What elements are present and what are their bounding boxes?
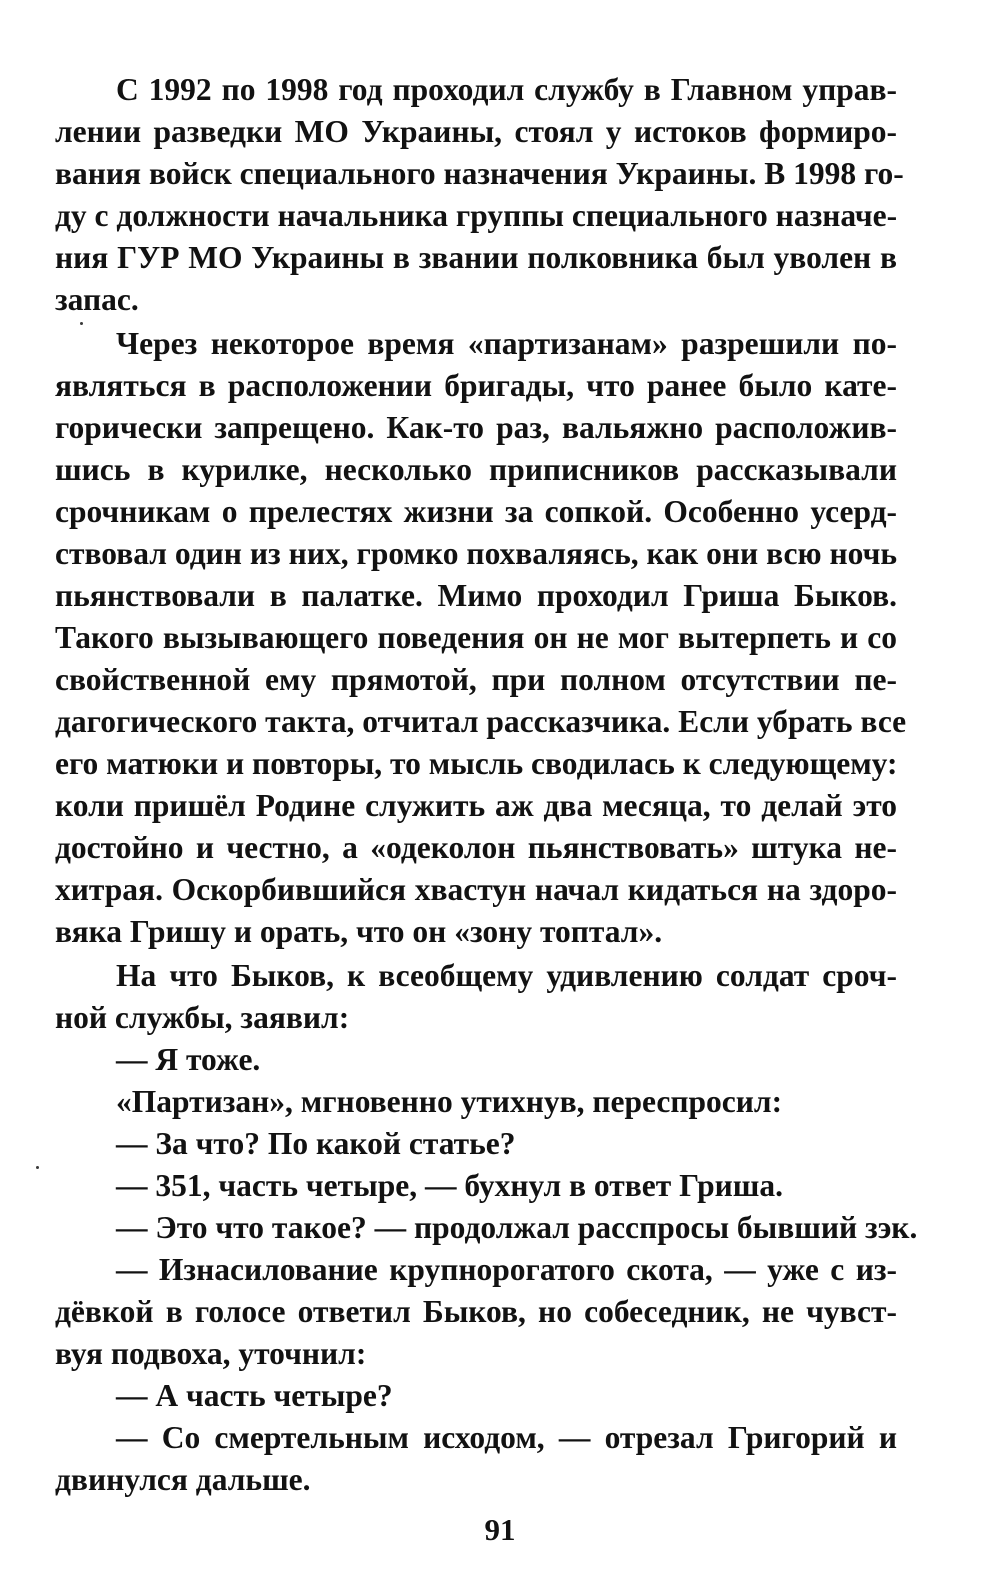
text-line: дагогического такта, отчитал рассказчика. Если убрать все bbox=[55, 704, 907, 739]
scan-speck bbox=[80, 322, 83, 325]
dialogue-line: дёвкой в голосе ответил Быков, но собеседник, не чувст- bbox=[55, 1294, 897, 1329]
dialogue-line: вуя подвоха, уточнил: bbox=[55, 1336, 367, 1371]
text-line: Через некоторое время «партизанам» разрешили по- bbox=[116, 326, 897, 361]
text-line: ной службы, заявил: bbox=[55, 1000, 350, 1035]
text-line: На что Быков, к всеобщему удивлению солдат сроч- bbox=[116, 958, 897, 993]
dialogue-line: — За что? По какой статье? bbox=[116, 1126, 516, 1161]
text-line: лении разведки МО Украины, стоял у истоков формиро- bbox=[55, 114, 897, 149]
dialogue-line: двинулся дальше. bbox=[55, 1462, 311, 1497]
dialogue-line: — Это что такое? — продолжал расспросы бывший зэк. bbox=[116, 1210, 918, 1245]
text-line: коли пришёл Родине служить аж два месяца, то делай это bbox=[55, 788, 897, 823]
text-line: хитрая. Оскорбившийся хвастун начал кидаться на здоро- bbox=[55, 872, 897, 907]
dialogue-line: — Изнасилование крупнорогатого скота, — уже с из- bbox=[116, 1252, 897, 1287]
text-line: «Партизан», мгновенно утихнув, переспросил: bbox=[116, 1084, 783, 1119]
scan-speck bbox=[36, 1166, 39, 1169]
dialogue-line: — А часть четыре? bbox=[116, 1378, 393, 1413]
text-line: пьянствовали в палатке. Мимо проходил Гриша Быков. bbox=[55, 578, 897, 613]
text-line: ствовал один из них, громко похваляясь, как они всю ночь bbox=[55, 536, 897, 571]
text-line: срочникам о прелестях жизни за сопкой. Особенно усерд- bbox=[55, 494, 897, 529]
text-line: являться в расположении бригады, что ранее было кате- bbox=[55, 368, 897, 403]
text-line: запас. bbox=[55, 282, 139, 317]
text-line: ния ГУР МО Украины в звании полковника был уволен в bbox=[55, 240, 897, 275]
dialogue-line: — Я тоже. bbox=[116, 1042, 261, 1077]
dialogue-line: — Со смертельным исходом, — отрезал Григорий и bbox=[116, 1420, 897, 1455]
text-line: вяка Гришу и орать, что он «зону топтал». bbox=[55, 914, 663, 949]
page-number: 91 bbox=[484, 1512, 516, 1547]
text-line: С 1992 по 1998 год проходил службу в Главном управ- bbox=[116, 72, 897, 107]
text-line: вания войск специального назначения Украины. В 1998 го- bbox=[55, 156, 904, 191]
text-line: достойно и честно, а «одеколон пьянствовать» штука не- bbox=[55, 830, 897, 865]
text-line: его матюки и повторы, то мысль сводилась к следующему: bbox=[55, 746, 898, 781]
text-line: ду с должности начальника группы специального назначе- bbox=[55, 198, 898, 233]
text-line: горически запрещено. Как-то раз, вальяжно расположив- bbox=[55, 410, 897, 445]
dialogue-line: — 351, часть четыре, — бухнул в ответ Гриша. bbox=[116, 1168, 784, 1203]
text-line: шись в курилке, несколько приписников рассказывали bbox=[55, 452, 897, 487]
text-line: свойственной ему прямотой, при полном отсутствии пе- bbox=[55, 662, 897, 697]
text-line: Такого вызывающего поведения он не мог вытерпеть и со bbox=[55, 620, 897, 655]
